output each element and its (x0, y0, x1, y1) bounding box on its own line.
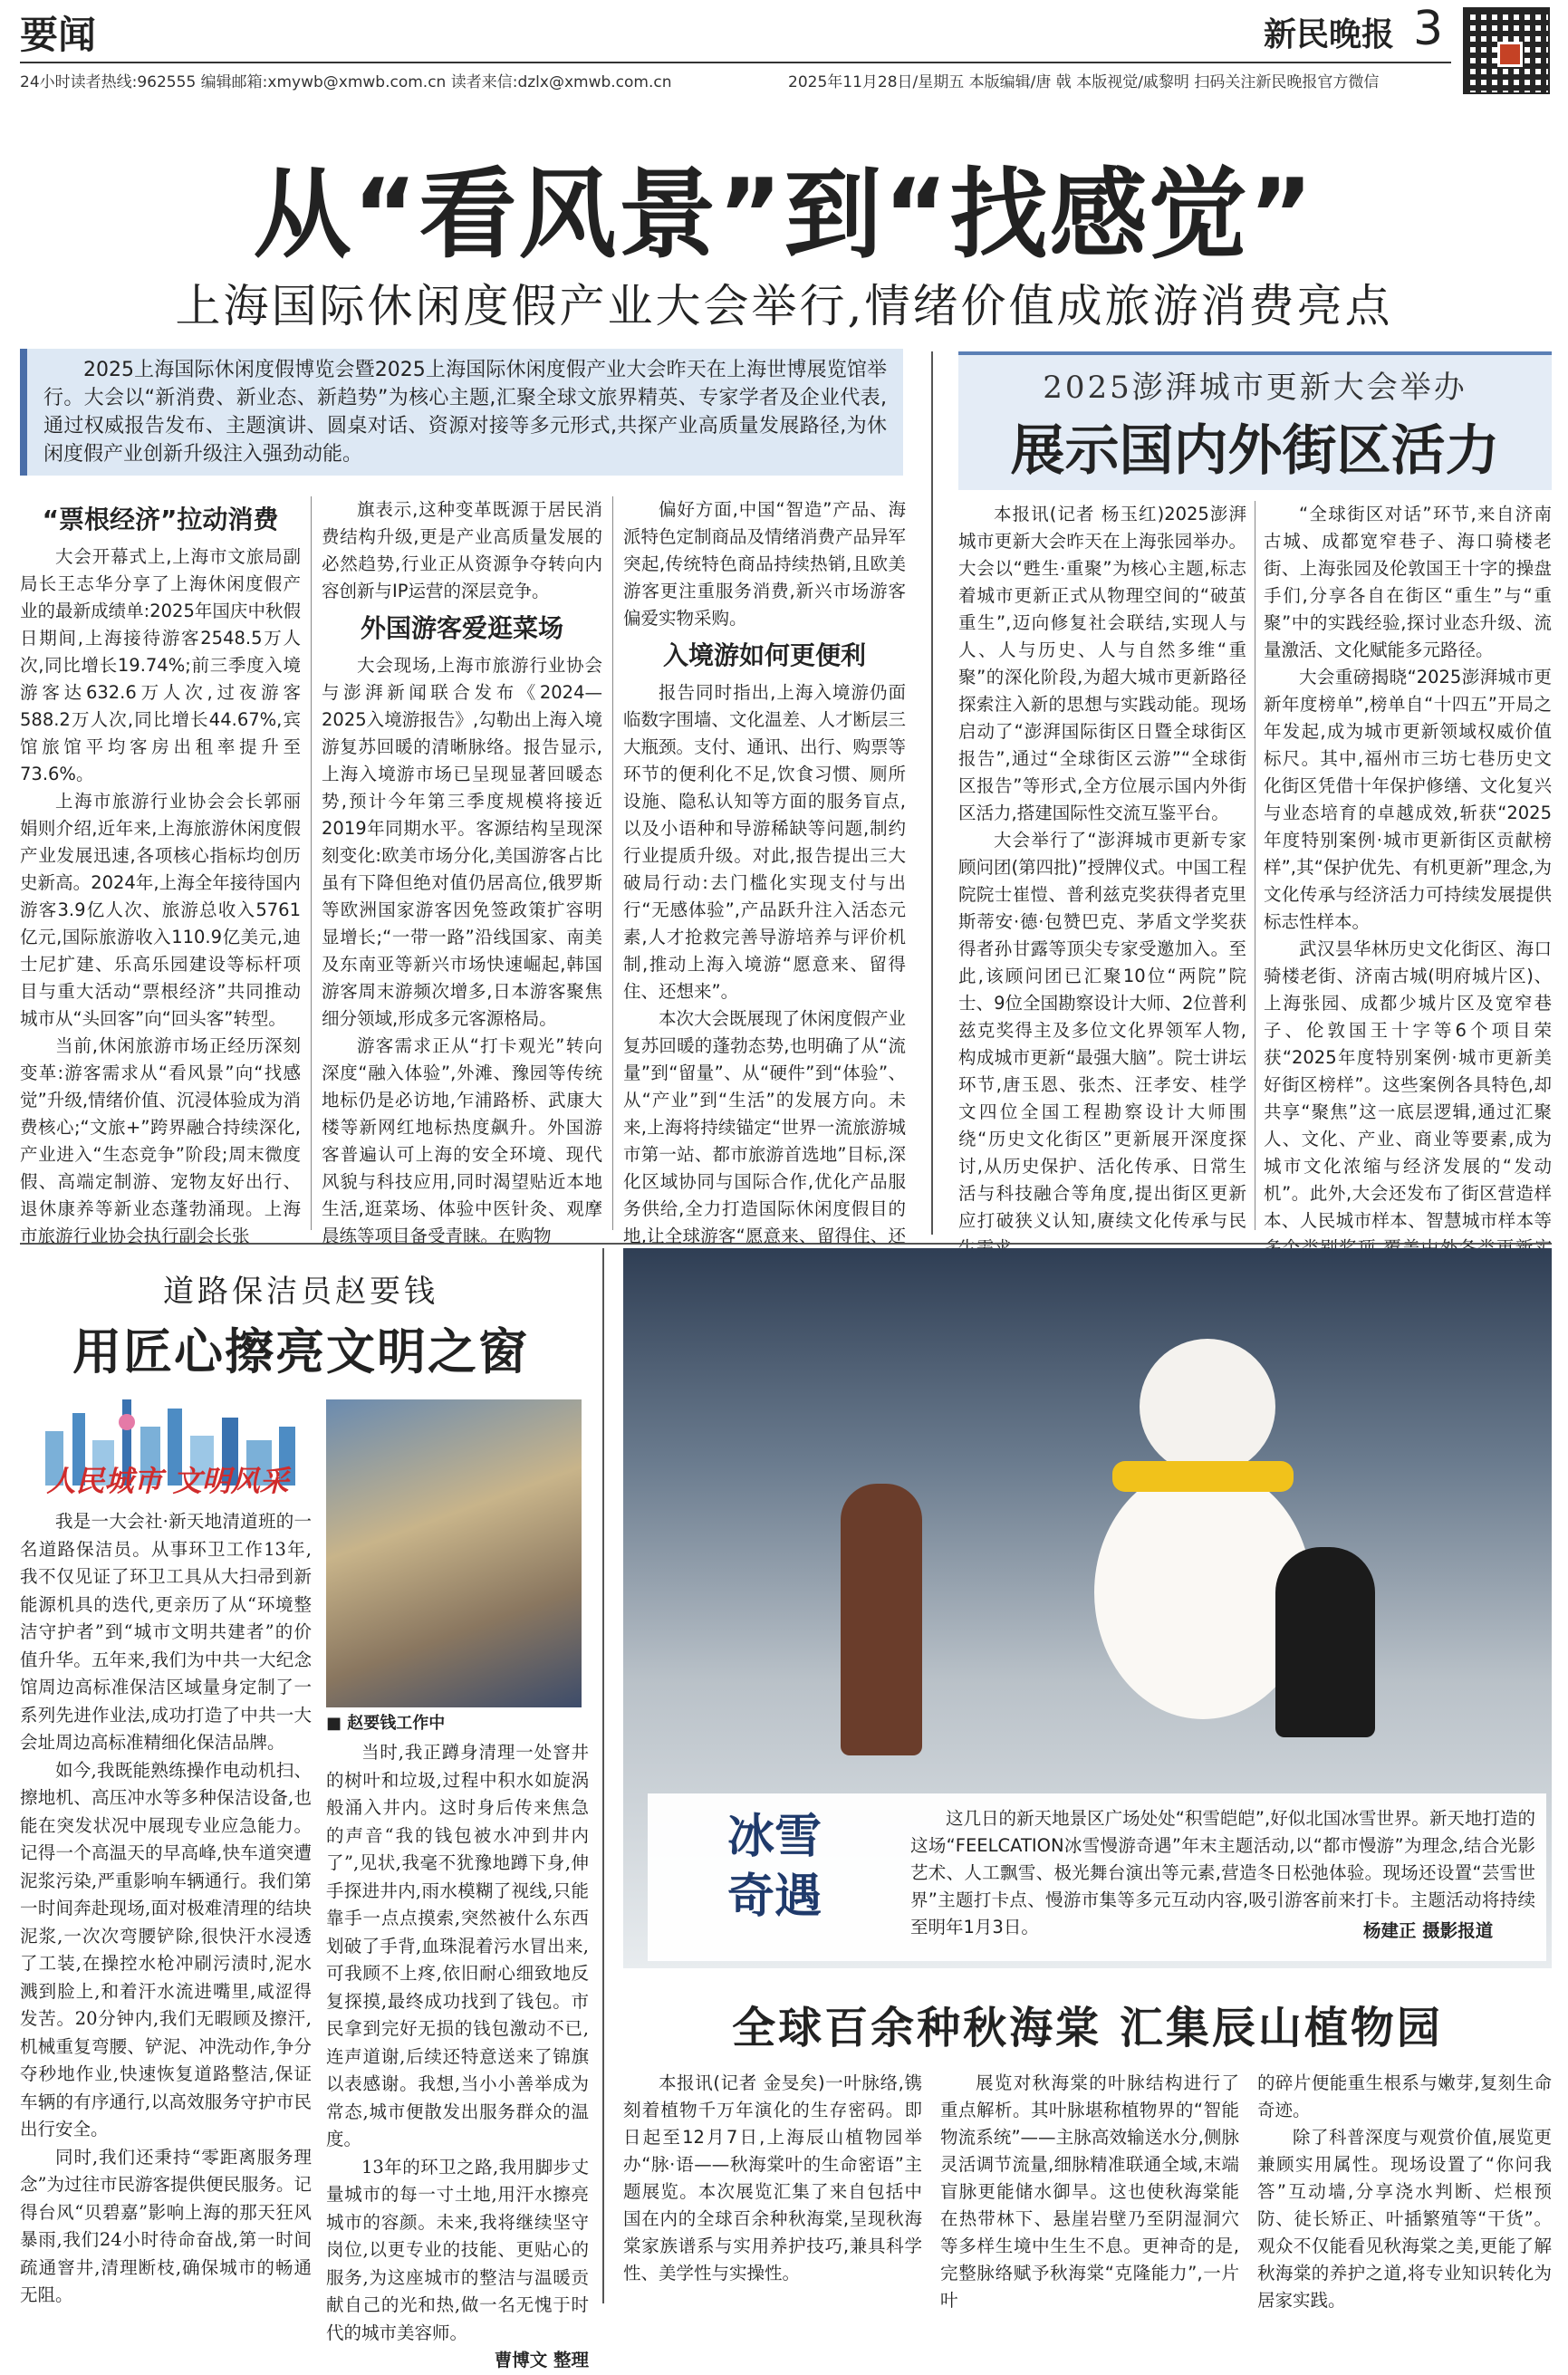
section-heading: 外国游客爱逛菜场 (360, 613, 563, 643)
paragraph: 展览对秋海棠的叶脉结构进行了重点解析。其叶脉堪称植物界的“智能物流系统”——主脉高效输送水分,侧脉灵活调节流量,细脉精准联通全域,末端盲脉更能储水御旱。这也使秋海棠能在热带林下、悬崖岩壁乃至阴湿洞穴等多样生境中生生不息。更神奇的是,完整脉络赋予秋海棠“克隆能力”,一片叶 (940, 2072, 1239, 2311)
paragraph: 如今,我既能熟练操作电动机扫、擦地机、高压冲水等多种保洁设备,也能在突发状况中展现专业应急能力。记得一个高温天的早高峰,快车道突遭泥浆污染,严重影响车辆通行。我们第一时间奔赴现场,面对极难清理的结块泥浆,一次次弯腰铲除,很快汗水浸透了工装,在操控水枪冲刷污渍时,泥水溅到脸上,和着汗水流进嘴里,咸涩得发苦。20分钟内,我们无暇顾及擦汗,机械重复弯腰、铲泥、冲洗动作,争分夺秒地作业,快速恢复道路整洁,保证车辆的有序通行,以高效服务守护市民出行安全。 (20, 1759, 312, 2139)
begonia-column-1 (623, 2070, 922, 2307)
photo-headline-line: 冰雪 (726, 1810, 822, 1864)
photo-credit: 杨建正 摄影报道 (1363, 1920, 1494, 1941)
lead-headline: 从“看风景”到“找感觉” (253, 159, 1315, 272)
begonia-headline: 全球百余种秋海棠 汇集辰山植物园 (732, 2003, 1443, 2053)
snowman-head (1140, 1339, 1275, 1475)
paragraph: 大会现场,上海市旅游行业协会与澎湃新闻联合发布《2024—2025入境游报告》,勾勒出上海入境游复苏回暖的清晰脉络。报告显示,上海入境游市场已呈现显著回暖态势,预计今年第三季度规模将接近2019年同期水平。客源结构呈现深刻变化:欧美市场分化,美国游客占比虽有下降但绝对值仍居高位,俄罗斯等欧洲国家游客因免签政策扩容明显增长;“一带一路”沿线国家、南美及东南亚等新兴市场快速崛起,韩国游客周末游频次增多,日本游客聚焦细分领域,形成多元客源格局。 (322, 655, 602, 1029)
byline: 曹博文 整理 (494, 2350, 589, 2370)
paragraph: 同时,我们还秉持“零距离服务理念”为过往市民游客提供便民服务。记得台风“贝碧嘉”影响上海的那天狂风暴雨,我们24小时待命奋战,第一时间疏通窨井,清理断枝,确保城市的畅通无阻。 (20, 2146, 312, 2305)
paragraph: 武汉昙华林历史文化街区、海口骑楼老街、济南古城(明府城片区)、上海张园、成都少城片区及宽窄巷子、伦敦国王十字等6个项目荣获“2025年度特别案例·城市更新美好街区榜样”。这些案例各具特色,却共享“聚焦”这一底层逻辑,通过汇聚人、文化、产业、商业等要素,成为城市文化浓缩与经济发展的“发动机”。此外,大会还发布了街区营造样本、人民城市样本、智慧城市样本等 (1264, 938, 1552, 1231)
story-divider (931, 351, 933, 1235)
visitor-figure (1275, 1547, 1375, 1737)
section-heading: “票根经济”拉动消费 (42, 505, 279, 534)
section-heading: 入境游如何更便利 (662, 640, 866, 670)
paper-name: 新民晚报 (1264, 15, 1395, 53)
paragraph: 偏好方面,中国“智造”产品、海派特色定制商品及情绪消费产品异军突起,传统特色商品持续热销,且欧美游客更注重服务消费,新兴市场游客偏爱实物采购。 (623, 499, 907, 629)
paragraph: 大会开幕式上,上海市文旅局副局长王志华分享了上海休闲度假产业的最新成绩单:2025年国庆中秋假日期间,上海接待游客2548.5万人次,同比增长19.74%;前三季度入境游客达632.6万人次,过夜游客588.2万人次,同比增长44.67%,宾馆旅馆平均客房出租率提升至73.6%。 (20, 546, 301, 784)
right-column-1 (958, 501, 1246, 1235)
cleaner-photo (326, 1399, 582, 1707)
cleaner-column-2 (326, 1739, 589, 2370)
lead-subheadline: 上海国际休闲度假产业大会举行,情绪价值成旅游消费亮点 (175, 280, 1393, 332)
photo-caption: ■ 赵要钱工作中 (326, 1714, 446, 1733)
paragraph: 游客需求正从“打卡观光”转向深度“融入体验”,外滩、豫园等传统地标仍是必访地,乍浦路桥、武康大楼等新网红地标热度飙升。外国游客普遍认可上海的安全环境、现代风貌与科技应用,同时渴望贴近本地生活,逛菜场、体验中医针灸、观摩晨练等项目备受青睐。在购物 (322, 1035, 602, 1246)
qr-code-icon[interactable] (1463, 7, 1550, 94)
issue-date-info: 2025年11月28日/星期五 本版编辑/唐 戟 本版视觉/戚黎明 扫码关注新民晚报官方微信 (788, 73, 1380, 91)
paragraph: 大会重磅揭晓“2025澎湃城市更新年度榜单”,榜单自“十四五”开局之年发起,成为城市更新领域权威价值标尺。其中,福州市三坊七巷历史文化街区凭借十年保护修缮、文化复兴与业态培育的卓越成效,斩获“2025年度特别案例·城市更新街区贡献榜样”,其“保护优先、有机更新”理念,为文化传承与经济活力可持续发展提供标志性样本。 (1264, 667, 1552, 932)
paragraph: 本报讯(记者 杨玉红)2025澎湃城市更新大会昨天在上海张园举办。大会以“甦生·重聚”为核心主题,标志着城市更新正式从物理空间的“破茧重生”,迈向修复社会联结,实现人与人、人与历史、人与自然多维“重聚”的深化阶段,为超大城市更新路径探索注入新的思想与实践动能。现场启动了“澎湃国际街区日暨全球街区报告”,通过“全球街区云游”“全球街区报告”等形式,全方位展示国内外街区活力,搭建国际性交流互鉴平台。 (958, 504, 1246, 823)
snowman-scarf (1112, 1461, 1294, 1492)
begonia-column-3 (1257, 2070, 1552, 2311)
begonia-column-2 (940, 2070, 1239, 2311)
paragraph: 本次大会既展现了休闲度假产业复苏回暖的蓬勃态势,也明确了从“流量”到“留量”、从“硬件”到“体验”、从“产业”到“生活”的发展方向。未来,上海将持续锚定“世界一流旅游城市第一站、都市旅游首选地”目标,深化区域协同与国际合作,优化产品服务供给,全力打造国际休闲度假目的地,让全球游客“愿意来、留得住、还 (623, 1008, 907, 1246)
paragraph: 上海市旅游行业协会会长郭丽娟则介绍,近年来,上海旅游休闲度假产业发展迅速,各项核心指标均创历史新高。2024年,上海全年接待国内游客3.9亿人次、旅游总收入5761亿元,国际旅游收入110.9亿美元,迪士尼扩建、乐高乐园建设等标杆项目与重大活动“票根经济”共同推动城市从“头回客”向“回头客”转型。 (20, 791, 301, 1029)
cleaner-column-1 (20, 1508, 312, 2305)
right-column-2 (1264, 501, 1552, 1235)
visitor-figure (841, 1484, 922, 1755)
section-label: 要闻 (20, 13, 97, 57)
column-divider (311, 496, 312, 1230)
photo-headline-line: 奇遇 (726, 1870, 822, 1924)
paragraph: 的碎片便能重生根系与嫩芽,复刻生命奇迹。 (1257, 2072, 1552, 2120)
cleaner-headline: 用匠心擦亮文明之窗 (72, 1322, 529, 1380)
paragraph: 除了科普深度与观赏价值,展览更兼顾实用属性。现场设置了“你问我答”互动墙,分享浇水判断、烂根预防、徒长矫正、叶插繁殖等“干货”。观众不仅能看见秋海棠之美,更能了解秋海棠的养护之道,将专业知识转化为居家实践。 (1257, 2127, 1552, 2311)
section-rule (20, 1243, 1552, 1245)
paragraph: 本报讯(记者 金旻矣)一叶脉络,镌刻着植物千万年演化的生存密码。即日起至12月7日,上海辰山植物园举办“脉·语——秋海棠叶的生命密语”主题展览。本次展览汇集了来自包括中国在内的全球百余种秋海棠,呈现秋海棠家族谱系与实用养护技巧,兼具科学性、美学性与实操性。 (623, 2072, 922, 2284)
paragraph: 报告同时指出,上海入境游仍面临数字围墙、文化温差、人才断层三大瓶颈。支付、通讯、出行、购票等环节的便利化不足,饮食习惯、厕所设施、隐私认知等方面的服务盲点,以及小语种和导游稀缺等问题,制约行业提质升级。对此,报告提出三大破局行动:去门槛化实现支付与出行“无感体验”,产品跃升注入活态元素,人才抢救完善导游培养与评价机制,推动上海入境游“愿意来、留得住、还想来”。 (623, 682, 907, 1002)
right-headline: 展示国内外街区活力 (1010, 419, 1500, 483)
column-divider (612, 496, 613, 1230)
page-number: 3 (1413, 2, 1444, 56)
paragraph: “全球街区对话”环节,来自济南古城、成都宽窄巷子、海口骑楼老街、上海张园及伦敦国王十字的操盘手们,分享各自在街区“重生”与“重聚”中的实践经验,探讨业态升级、流量激活、文化赋能多元路径。 (1264, 504, 1552, 660)
paragraph: 旗表示,这种变革既源于居民消费结构升级,更是产业高质量发展的必然趋势,行业正从资源争夺转向内容创新与IP运营的深层竞争。 (322, 499, 602, 601)
lead-column-2 (322, 496, 602, 1246)
photo-caption-text: 这几日的新天地景区广场处处“积雪皑皑”,好似北国冰雪世界。新天地打造的这场“FEELCATION冰雪慢游奇遇”年末主题活动,以“都市慢游”为理念,结合光影艺术、人工飘雪、极光舞台演出等元素,营造冬日松弛体验。现场还设置“芸雪世界”主题打卡点、慢游市集等多元互动内容,吸引游客前来打卡。主题活动将持续至明年1月3日。 (910, 1808, 1535, 1938)
cleaner-kicker: 道路保洁员赵要钱 (163, 1274, 438, 1310)
paragraph: 当前,休闲旅游市场正经历深刻变革:游客需求从“看风景”向“找感觉”升级,情绪价值、沉浸体验成为消费核心;“文旅+”跨界融合持续深化,产业进入“生态竞争”阶段;周末微度假、高端定制游、宠物友好出行、退休康养等新业态蓬勃涌现。上海市旅游行业协会执行副会长张 (20, 1035, 301, 1246)
right-kicker: 2025澎湃城市更新大会举办 (1043, 370, 1467, 406)
story-divider (602, 1248, 604, 2303)
header-rule (20, 62, 1451, 63)
reader-hotline: 24小时读者热线:962555 编辑邮箱:xmywb@xmwb.com.cn 读者来信:dzlx@xmwb.com.cn (20, 73, 672, 91)
paragraph: 13年的环卫之路,我用脚步丈量城市的每一寸土地,用汗水擦亮城市的容颜。未来,我将继续坚守岗位,以更专业的技能、更贴心的服务,为这座城市的整洁与温暖贡献自己的光和热,做一名无愧于时代的城市美容师。 (326, 2156, 589, 2343)
paragraph: 当时,我正蹲身清理一处窨井的树叶和垃圾,过程中积水如旋涡般涌入井内。这时身后传来焦急的声音“我的钱包被水冲到井内了”,见状,我毫不犹豫地蹲下身,伸手探进井内,雨水模糊了视线,只能靠手一点点摸索,突然被什么东西划破了手背,血珠混着污水冒出来,可我顾不上疼,依旧耐心细致地反复探摸,最终成功找到了钱包。市民拿到完好无损的钱包激动不已,连声道谢,后续还特意送来了锦旗以表感谢。我想,当小小善举成为常态,城市便散发出服务群众的温度。 (326, 1742, 589, 2149)
paragraph: 我是一大会社·新天地清道班的一名道路保洁员。从事环卫工作13年,我不仅见证了环卫工具从大扫帚到新能源机具的迭代,更亲历了从“环境整洁守护者”到“城市文明共建者”的价值升华。五年来,我们为中共一大纪念馆周边高标准保洁区域量身定制了一系列先进作业法,成功打造了中共一大会址周边高标准精细化保洁品牌。 (20, 1511, 312, 1753)
paragraph: 大会举行了“澎湃城市更新专家顾问团(第四批)”授牌仪式。中国工程院院士崔愷、普利兹克奖获得者克里斯蒂安·德·包赞巴克、茅盾文学奖获得者孙甘露等顶尖专家受邀加入。至此,该顾问团已汇聚10位“两院”院士、9位全国勘察设计大师、2位普利兹克奖得主及多位文化界领军人物,构成城市更新“最强大脑”。院士讲坛环节,唐玉恩、张杰、汪孝安、桂学文四位全国工程勘察设计大师围绕“历史文化街区”更新展开深度探讨,从历史保护、活化传承、日常生活与科技融合等角度,提出街区更新应打破狭义认知,赓续文化传承与民 (958, 830, 1246, 1231)
lead-column-3 (623, 496, 907, 1246)
series-badge: 人民城市 文明风采 (46, 1464, 289, 1498)
lead-column-1 (20, 496, 301, 1246)
lead-summary: 2025上海国际休闲度假博览会暨2025上海国际休闲度假产业大会昨天在上海世博展览馆举行。大会以“新消费、新业态、新趋势”为核心主题,汇聚全球文旅界精英、专家学者及企业代表,通过权威报告发布、主题演讲、圆桌对话、资源对接等多元形式,共探产业高质量发展路径,为休闲度假产业创新升级注入强劲动能。 (20, 349, 903, 476)
photo-headline (666, 1807, 883, 1927)
